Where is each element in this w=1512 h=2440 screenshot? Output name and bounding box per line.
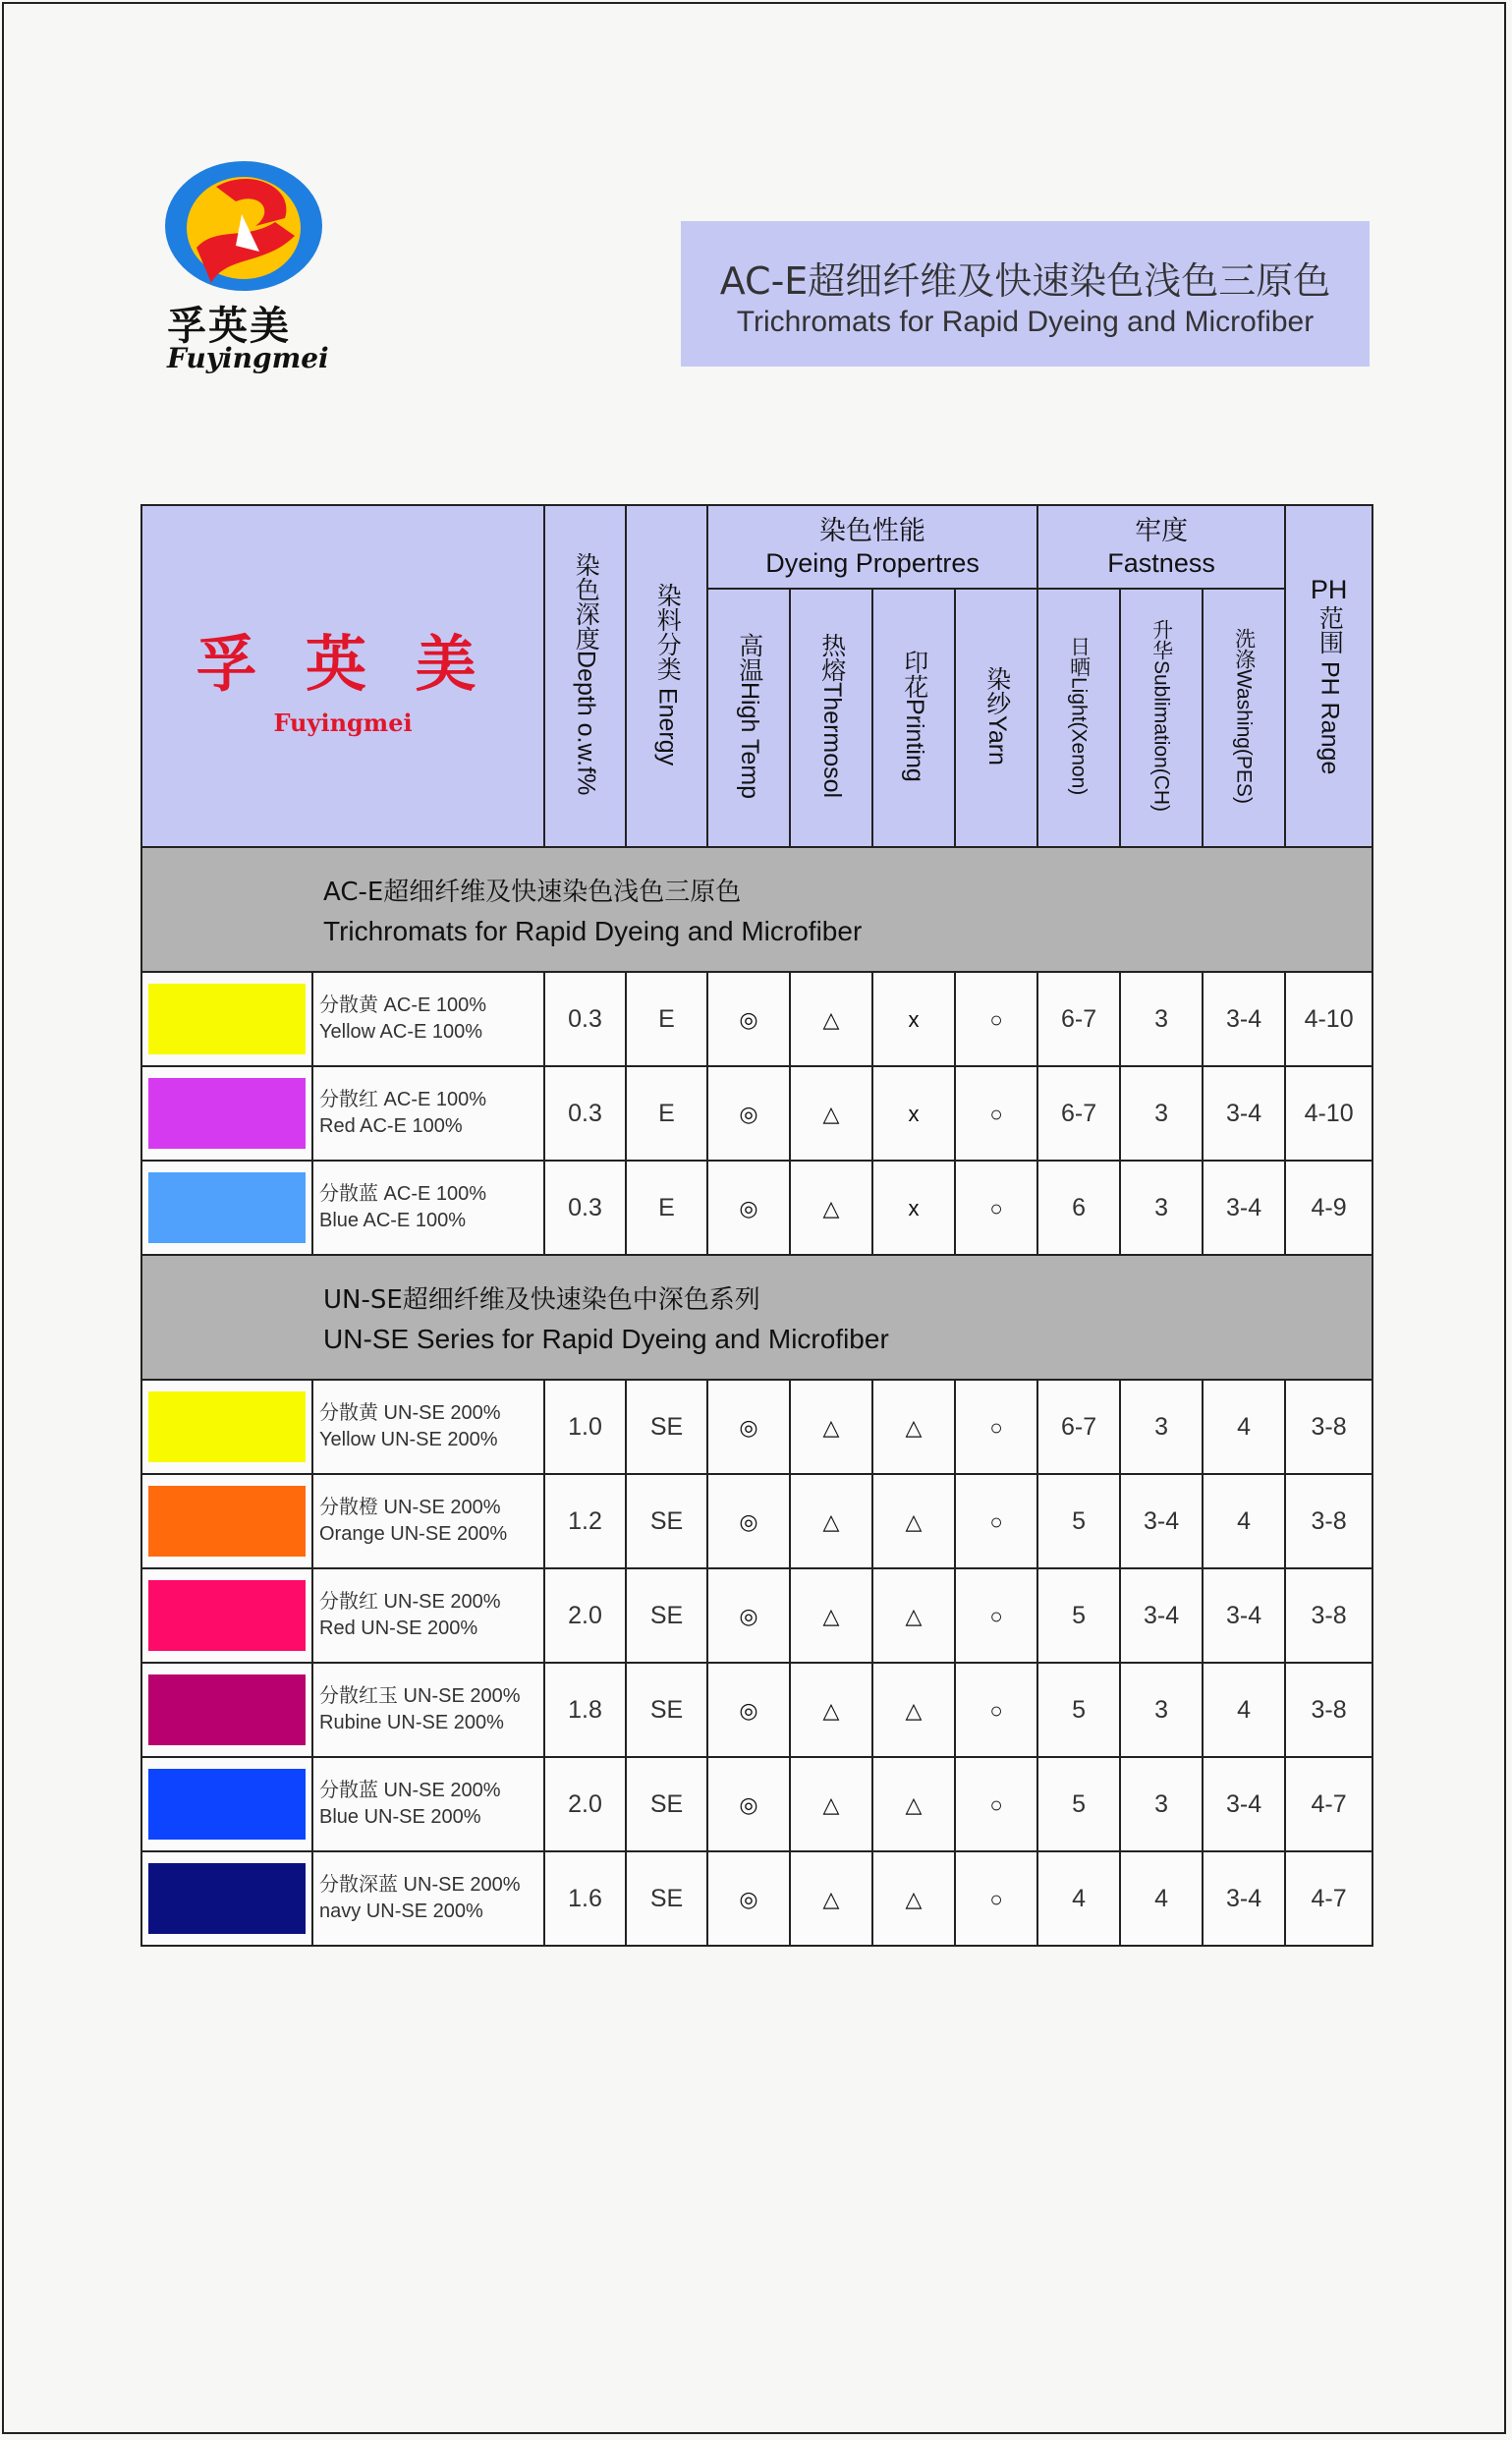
sublimation-value: 3-4 <box>1143 1506 1180 1535</box>
swatch-cell <box>141 1851 312 1946</box>
product-name-cell <box>312 1474 544 1568</box>
washing-cell <box>1203 1757 1285 1851</box>
depth-cell <box>544 1474 626 1568</box>
energy-value: SE <box>649 1506 684 1535</box>
ph-header <box>1285 505 1372 847</box>
washing-value: 3-4 <box>1226 1884 1262 1912</box>
high-temp-value: ◎ <box>739 1195 758 1220</box>
section-title-cn: AC-E超细纤维及快速染色浅色三原色 <box>323 878 742 907</box>
light-value: 6-7 <box>1060 1412 1097 1441</box>
high-temp-value: ◎ <box>739 1006 758 1032</box>
product-name-cn: 分散橙 UN-SE 200% <box>319 1497 501 1518</box>
printing-cell <box>872 1663 955 1757</box>
dyeing-group-cn: 染色性能 <box>819 516 926 546</box>
printing-cell <box>872 1474 955 1568</box>
yarn-value: ○ <box>989 1603 1003 1628</box>
product-name-en: Orange UN-SE 200% <box>319 1523 508 1545</box>
washing-label: 洗涤Washing(PES) <box>1232 628 1256 804</box>
washing-value: 4 <box>1237 1506 1252 1535</box>
light-value: 4 <box>1072 1884 1087 1912</box>
energy-value: E <box>658 1004 675 1033</box>
yarn-cell <box>955 1663 1037 1757</box>
high-temp-header <box>707 589 790 847</box>
light-value: 5 <box>1072 1695 1087 1724</box>
printing-cell <box>872 1851 955 1946</box>
depth-cell <box>544 1851 626 1946</box>
light-cell <box>1037 1568 1120 1663</box>
washing-value: 4 <box>1237 1695 1252 1724</box>
sublimation-value: 3-4 <box>1143 1601 1180 1629</box>
light-cell <box>1037 1757 1120 1851</box>
printing-value: △ <box>905 1886 923 1911</box>
thermosol-cell <box>790 1568 872 1663</box>
energy-cell <box>626 1851 707 1946</box>
brand-header-cell <box>141 505 544 847</box>
energy-value: SE <box>649 1695 684 1724</box>
section-title-en: Trichromats for Rapid Dyeing and Microfiber <box>323 916 863 946</box>
depth-value: 2.0 <box>568 1601 602 1629</box>
ph-cell <box>1285 1161 1372 1255</box>
light-header <box>1037 589 1120 847</box>
high-temp-cell <box>707 1066 790 1161</box>
table-row <box>141 1568 1372 1663</box>
depth-cell <box>544 1663 626 1757</box>
dye-properties-table <box>140 504 1372 1947</box>
section-header-row <box>141 1255 1372 1380</box>
yarn-header <box>955 589 1037 847</box>
color-swatch <box>148 1391 306 1462</box>
yarn-value: ○ <box>989 1414 1003 1440</box>
light-cell <box>1037 1474 1120 1568</box>
high-temp-label: 高温High Temp <box>735 632 763 800</box>
swatch-cell <box>141 972 312 1066</box>
depth-cell <box>544 1380 626 1474</box>
washing-cell <box>1203 972 1285 1066</box>
energy-cell <box>626 1757 707 1851</box>
thermosol-label: 热熔Thermosol <box>817 633 846 799</box>
light-value: 6 <box>1072 1193 1087 1221</box>
printing-value: x <box>908 1006 920 1032</box>
product-name-cn: 分散蓝 AC-E 100% <box>319 1183 487 1205</box>
yarn-value: ○ <box>989 1791 1003 1817</box>
light-cell <box>1037 1663 1120 1757</box>
ph-cell <box>1285 1380 1372 1474</box>
section-header-row <box>141 847 1372 972</box>
high-temp-value: ◎ <box>739 1603 758 1628</box>
thermosol-value: △ <box>822 1101 840 1126</box>
washing-value: 3-4 <box>1226 1099 1262 1127</box>
printing-cell <box>872 972 955 1066</box>
product-name-en: Yellow UN-SE 200% <box>319 1429 498 1450</box>
product-name-cell <box>312 1161 544 1255</box>
thermosol-cell <box>790 1474 872 1568</box>
sublimation-cell <box>1120 1757 1203 1851</box>
table-row <box>141 1851 1372 1946</box>
energy-cell <box>626 1380 707 1474</box>
depth-cell <box>544 1568 626 1663</box>
ph-label-en: PH <box>1310 574 1348 604</box>
title-chinese: AC-E超细纤维及快速染色浅色三原色 <box>719 259 1331 303</box>
washing-header <box>1203 589 1285 847</box>
printing-value: △ <box>905 1697 923 1723</box>
yarn-value: ○ <box>989 1006 1003 1032</box>
dyeing-properties-header <box>707 505 1037 589</box>
ph-value: 4-10 <box>1304 1099 1354 1127</box>
title-english: Trichromats for Rapid Dyeing and Microfiber <box>736 306 1315 338</box>
yarn-cell <box>955 1568 1037 1663</box>
depth-cell <box>544 1757 626 1851</box>
product-name-en: navy UN-SE 200% <box>319 1901 483 1922</box>
energy-value: SE <box>649 1601 684 1629</box>
fastness-group-cn: 牢度 <box>1135 516 1189 546</box>
depth-value: 1.0 <box>568 1412 602 1441</box>
ph-cell <box>1285 1568 1372 1663</box>
yarn-value: ○ <box>989 1101 1003 1126</box>
yarn-cell <box>955 1066 1037 1161</box>
washing-cell <box>1203 1851 1285 1946</box>
washing-cell <box>1203 1380 1285 1474</box>
product-name-cn: 分散黄 UN-SE 200% <box>319 1402 501 1424</box>
sublimation-cell <box>1120 1568 1203 1663</box>
ph-value: 4-9 <box>1311 1193 1347 1221</box>
table-row <box>141 1663 1372 1757</box>
depth-value: 1.2 <box>568 1506 602 1535</box>
depth-value: 1.6 <box>568 1884 602 1912</box>
sublimation-label: 升华Sublimation(CH) <box>1149 619 1173 813</box>
swatch-cell <box>141 1757 312 1851</box>
yarn-value: ○ <box>989 1508 1003 1534</box>
product-name-cn: 分散红玉 UN-SE 200% <box>319 1685 521 1707</box>
table-row <box>141 1380 1372 1474</box>
product-name-cell <box>312 1380 544 1474</box>
light-value: 5 <box>1072 1601 1087 1629</box>
light-value: 6-7 <box>1060 1004 1097 1033</box>
swatch-cell <box>141 1161 312 1255</box>
ph-value: 3-8 <box>1311 1506 1347 1535</box>
energy-value: SE <box>649 1412 684 1441</box>
product-name-en: Blue AC-E 100% <box>319 1210 466 1231</box>
ph-cell <box>1285 1474 1372 1568</box>
printing-value: x <box>908 1101 920 1126</box>
ph-value: 4-7 <box>1311 1884 1347 1912</box>
swatch-cell <box>141 1380 312 1474</box>
washing-cell <box>1203 1568 1285 1663</box>
sublimation-header <box>1120 589 1203 847</box>
printing-value: △ <box>905 1603 923 1628</box>
high-temp-value: ◎ <box>739 1101 758 1126</box>
table-row <box>141 1757 1372 1851</box>
high-temp-cell <box>707 1161 790 1255</box>
printing-cell <box>872 1161 955 1255</box>
yarn-cell <box>955 1757 1037 1851</box>
color-swatch <box>148 1078 306 1149</box>
yarn-cell <box>955 1851 1037 1946</box>
energy-cell <box>626 1066 707 1161</box>
ph-cell <box>1285 1757 1372 1851</box>
depth-value: 2.0 <box>568 1789 602 1818</box>
product-name-en: Rubine UN-SE 200% <box>319 1712 504 1733</box>
product-name-en: Yellow AC-E 100% <box>319 1021 483 1043</box>
yarn-cell <box>955 1380 1037 1474</box>
washing-value: 3-4 <box>1226 1193 1262 1221</box>
printing-cell <box>872 1568 955 1663</box>
yarn-value: ○ <box>989 1697 1003 1723</box>
sublimation-cell <box>1120 1161 1203 1255</box>
high-temp-cell <box>707 1851 790 1946</box>
energy-cell <box>626 972 707 1066</box>
washing-cell <box>1203 1161 1285 1255</box>
high-temp-value: ◎ <box>739 1414 758 1440</box>
table-row <box>141 1066 1372 1161</box>
color-swatch <box>148 1486 306 1557</box>
thermosol-cell <box>790 1380 872 1474</box>
printing-value: △ <box>905 1791 923 1817</box>
product-name-cell <box>312 1568 544 1663</box>
ph-value: 3-8 <box>1311 1412 1347 1441</box>
title-box <box>681 221 1370 367</box>
thermosol-header <box>790 589 872 847</box>
yarn-value: ○ <box>989 1886 1003 1911</box>
thermosol-value: △ <box>822 1508 840 1534</box>
printing-label: 印花Printing <box>900 650 928 782</box>
energy-value: E <box>658 1193 675 1221</box>
high-temp-cell <box>707 1568 790 1663</box>
depth-value: 0.3 <box>568 1004 602 1033</box>
brand-chinese: 孚 英 美 <box>196 628 490 700</box>
energy-cell <box>626 1474 707 1568</box>
light-cell <box>1037 1161 1120 1255</box>
high-temp-cell <box>707 1474 790 1568</box>
color-swatch <box>148 1863 306 1934</box>
sublimation-value: 3 <box>1154 1004 1169 1033</box>
product-name-cn: 分散红 UN-SE 200% <box>319 1591 501 1613</box>
swatch-cell <box>141 1663 312 1757</box>
washing-cell <box>1203 1474 1285 1568</box>
high-temp-value: ◎ <box>739 1791 758 1817</box>
product-name-cell <box>312 1663 544 1757</box>
energy-value: SE <box>649 1884 684 1912</box>
ph-value: 3-8 <box>1311 1601 1347 1629</box>
table-row <box>141 1161 1372 1255</box>
logo-english-name: Fuyingmei <box>167 342 329 374</box>
printing-value: x <box>908 1195 920 1220</box>
product-name-en: Red AC-E 100% <box>319 1115 463 1137</box>
sublimation-value: 3 <box>1154 1789 1169 1818</box>
thermosol-cell <box>790 1757 872 1851</box>
energy-label: 染料分类 Energy <box>653 582 682 766</box>
fastness-group-en: Fastness <box>1107 547 1215 578</box>
ph-value: 4-7 <box>1311 1789 1347 1818</box>
energy-cell <box>626 1568 707 1663</box>
logo-chinese-name: 孚英美 <box>167 303 291 349</box>
product-name-cn: 分散黄 AC-E 100% <box>319 994 487 1016</box>
ph-cell <box>1285 1663 1372 1757</box>
printing-cell <box>872 1066 955 1161</box>
dyeing-group-en: Dyeing Propertres <box>765 547 980 578</box>
high-temp-cell <box>707 1380 790 1474</box>
energy-value: SE <box>649 1789 684 1818</box>
thermosol-cell <box>790 1066 872 1161</box>
product-name-en: Blue UN-SE 200% <box>319 1806 481 1828</box>
product-name-cell <box>312 1851 544 1946</box>
color-swatch <box>148 1674 306 1745</box>
printing-value: △ <box>905 1414 923 1440</box>
sublimation-cell <box>1120 1066 1203 1161</box>
thermosol-cell <box>790 1851 872 1946</box>
table-row <box>141 1474 1372 1568</box>
sublimation-value: 3 <box>1154 1193 1169 1221</box>
table-row <box>141 972 1372 1066</box>
product-name-cn: 分散深蓝 UN-SE 200% <box>319 1874 521 1896</box>
printing-header <box>872 589 955 847</box>
section-title-en: UN-SE Series for Rapid Dyeing and Microfiber <box>323 1324 889 1354</box>
washing-cell <box>1203 1663 1285 1757</box>
product-name-cn: 分散蓝 UN-SE 200% <box>319 1780 501 1801</box>
washing-cell <box>1203 1066 1285 1161</box>
thermosol-value: △ <box>822 1006 840 1032</box>
ph-cell <box>1285 1851 1372 1946</box>
thermosol-cell <box>790 1663 872 1757</box>
energy-cell <box>626 1161 707 1255</box>
depth-label: 染色深度Depth o.w.f% <box>572 552 600 796</box>
thermosol-cell <box>790 972 872 1066</box>
swatch-cell <box>141 1568 312 1663</box>
high-temp-cell <box>707 1757 790 1851</box>
thermosol-value: △ <box>822 1603 840 1628</box>
washing-value: 3-4 <box>1226 1004 1262 1033</box>
color-swatch <box>148 984 306 1054</box>
fastness-header <box>1037 505 1285 589</box>
color-swatch <box>148 1580 306 1651</box>
yarn-value: ○ <box>989 1195 1003 1220</box>
washing-value: 4 <box>1237 1412 1252 1441</box>
sublimation-value: 3 <box>1154 1412 1169 1441</box>
color-swatch <box>148 1769 306 1840</box>
section-title-cn: UN-SE超细纤维及快速染色中深色系列 <box>323 1285 760 1315</box>
high-temp-value: ◎ <box>739 1697 758 1723</box>
sublimation-cell <box>1120 1663 1203 1757</box>
high-temp-cell <box>707 972 790 1066</box>
depth-cell <box>544 1066 626 1161</box>
swatch-cell <box>141 1066 312 1161</box>
section-header-cell <box>141 1255 1372 1380</box>
section-header-cell <box>141 847 1372 972</box>
swatch-cell <box>141 1474 312 1568</box>
high-temp-value: ◎ <box>739 1886 758 1911</box>
sublimation-cell <box>1120 1474 1203 1568</box>
light-cell <box>1037 1066 1120 1161</box>
light-cell <box>1037 972 1120 1066</box>
yarn-label: 染纱Yarn <box>982 666 1011 766</box>
light-value: 5 <box>1072 1789 1087 1818</box>
energy-cell <box>626 1663 707 1757</box>
thermosol-cell <box>790 1161 872 1255</box>
light-label: 日晒Light(Xenon) <box>1067 636 1091 796</box>
sublimation-cell <box>1120 1380 1203 1474</box>
light-value: 5 <box>1072 1506 1087 1535</box>
table-body <box>141 847 1372 1946</box>
product-name-cell <box>312 1757 544 1851</box>
sublimation-cell <box>1120 972 1203 1066</box>
sublimation-value: 3 <box>1154 1695 1169 1724</box>
depth-value: 0.3 <box>568 1193 602 1221</box>
ph-value: 3-8 <box>1311 1695 1347 1724</box>
thermosol-value: △ <box>822 1195 840 1220</box>
yarn-cell <box>955 972 1037 1066</box>
product-name-cn: 分散红 AC-E 100% <box>319 1089 487 1110</box>
brand-english: Fuyingmei <box>273 709 413 737</box>
thermosol-value: △ <box>822 1414 840 1440</box>
thermosol-value: △ <box>822 1791 840 1817</box>
energy-value: E <box>658 1099 675 1127</box>
washing-value: 3-4 <box>1226 1789 1262 1818</box>
thermosol-value: △ <box>822 1886 840 1911</box>
ph-cell <box>1285 972 1372 1066</box>
yarn-cell <box>955 1161 1037 1255</box>
sublimation-value: 4 <box>1154 1884 1169 1912</box>
depth-cell <box>544 972 626 1066</box>
depth-cell <box>544 1161 626 1255</box>
printing-cell <box>872 1380 955 1474</box>
ph-range-label: 范围 PH Range <box>1316 605 1344 775</box>
product-name-cell <box>312 972 544 1066</box>
light-value: 6-7 <box>1060 1099 1097 1127</box>
light-cell <box>1037 1380 1120 1474</box>
color-swatch <box>148 1172 306 1243</box>
printing-value: △ <box>905 1508 923 1534</box>
depth-value: 0.3 <box>568 1099 602 1127</box>
product-name-en: Red UN-SE 200% <box>319 1617 478 1639</box>
product-name-cell <box>312 1066 544 1161</box>
ph-value: 4-10 <box>1304 1004 1354 1033</box>
energy-header <box>626 505 707 847</box>
ph-cell <box>1285 1066 1372 1161</box>
sublimation-cell <box>1120 1851 1203 1946</box>
high-temp-cell <box>707 1663 790 1757</box>
washing-value: 3-4 <box>1226 1601 1262 1629</box>
thermosol-value: △ <box>822 1697 840 1723</box>
sublimation-value: 3 <box>1154 1099 1169 1127</box>
high-temp-value: ◎ <box>739 1508 758 1534</box>
light-cell <box>1037 1851 1120 1946</box>
depth-header <box>544 505 626 847</box>
depth-value: 1.8 <box>568 1695 602 1724</box>
yarn-cell <box>955 1474 1037 1568</box>
printing-cell <box>872 1757 955 1851</box>
